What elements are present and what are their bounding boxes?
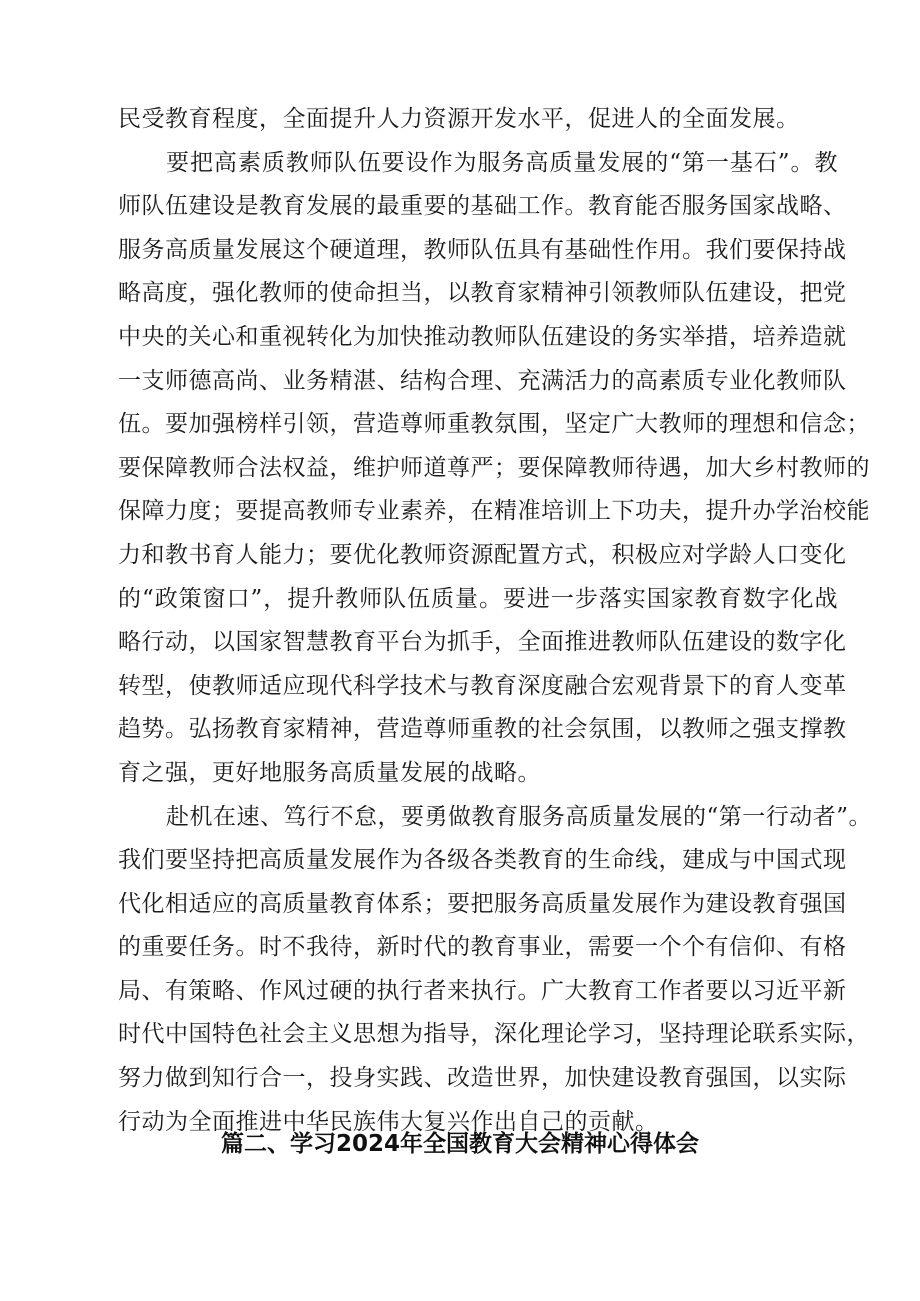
- text-line: 转型，使教师适应现代科学技术与教育深度融合宏观背景下的育人变革: [118, 672, 847, 699]
- text-line: 要保障教师合法权益，维护师道尊严；要保障教师待遇，加大乡村教师的: [118, 454, 870, 481]
- text-line: 赴机在速、笃行不怠，要勇做教育服务高质量发展的“第一行动者”。: [166, 803, 873, 830]
- text-line: 略行动，以国家智慧教育平台为抓手，全面推进教师队伍建设的数字化: [118, 629, 847, 656]
- text-line: 时代中国特色社会主义思想为指导，深化理论学习，坚持理论联系实际，: [118, 1021, 870, 1048]
- text-line: 育之强，更好地服务高质量发展的战略。: [118, 759, 541, 786]
- text-line: 行动为全面推进中华民族伟大复兴作出自己的贡献。: [118, 1108, 659, 1135]
- text-line: 代化相适应的高质量教育体系；要把服务高质量发展作为建设教育强国: [118, 890, 847, 917]
- text-line: 一支师德高尚、业务精湛、结构合理、充满活力的高素质专业化教师队: [118, 367, 847, 394]
- text-line: 努力做到知行合一，投身实践、改造世界，加快建设教育强国，以实际: [118, 1065, 847, 1092]
- text-line: 服务高质量发展这个硬道理，教师队伍具有基础性作用。我们要保持战: [118, 236, 847, 263]
- text-line: 中央的关心和重视转化为加快推动教师队伍建设的务实举措，培养造就: [118, 323, 847, 350]
- text-line: 略高度，强化教师的使命担当，以教育家精神引领教师队伍建设，把党: [118, 280, 847, 307]
- body-text: [118, 98, 873, 1144]
- text-line: 的重要任务。时不我待，新时代的教育事业，需要一个个有信仰、有格: [118, 934, 847, 961]
- text-line: 师队伍建设是教育发展的最重要的基础工作。教育能否服务国家战略、: [118, 193, 847, 220]
- text-line: 趋势。弘扬教育家精神，营造尊师重教的社会氛围，以教师之强支撑教: [118, 716, 847, 743]
- text-line: 保障力度；要提高教师专业素养，在精准培训上下功夫，提升办学治校能: [118, 498, 870, 525]
- text-line: 我们要坚持把高质量发展作为各级各类教育的生命线，建成与中国式现: [118, 847, 847, 874]
- text-line: 局、有策略、作风过硬的执行者来执行。广大教育工作者要以习近平新: [118, 977, 847, 1004]
- text-line: 的“政策窗口”，提升教师队伍质量。要进一步落实国家教育数字化战: [118, 585, 838, 612]
- text-line: 要把高素质教师队伍要设作为服务高质量发展的“第一基石”。教: [166, 149, 838, 176]
- section-heading: 篇二、学习2024年全国教育大会精神心得体会: [220, 1131, 699, 1157]
- text-line: 伍。要加强榜样引领，营造尊师重教氛围，坚定广大教师的理想和信念；: [118, 411, 870, 438]
- text-line: 民受教育程度，全面提升人力资源开发水平，促进人的全面发展。: [118, 106, 800, 132]
- text-line: 力和教书育人能力；要优化教师资源配置方式，积极应对学龄人口变化: [118, 541, 847, 568]
